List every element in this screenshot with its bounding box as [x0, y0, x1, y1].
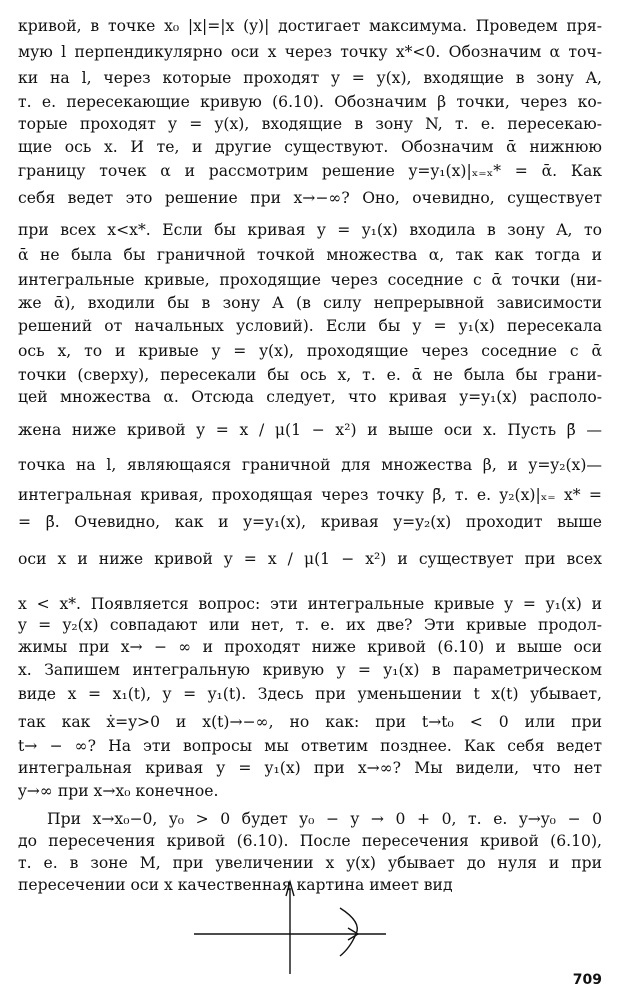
text-line: y→∞ при x→x₀ конечное. — [18, 782, 219, 800]
text-line: t→ − ∞? На эти вопросы мы ответим позднее. Как себя ведет — [18, 737, 602, 755]
text-line: точка на l, являющаяся граничной для множества β, и y=y₂(x)— — [18, 456, 602, 474]
text-line: При x→x₀−0, y₀ > 0 будет y₀ − y → 0 + 0, т. е. y→y₀ − 0 — [47, 810, 602, 828]
text-line: цей множества α. Отсюда следует, что кривая y=y₁(x) располо- — [18, 388, 602, 406]
text-line: интегральные кривые, проходящие через соседние с ᾱ точки (ни- — [18, 271, 602, 289]
text-line: ᾱ не была бы граничной точкой множества α, так как тогда и — [18, 246, 602, 264]
text-line: себя ведет это решение при x→−∞? Оно, очевидно, существует — [18, 189, 602, 207]
text-line: т. е. в зоне M, при увеличении x y(x) убывает до нуля и при — [18, 854, 602, 872]
text-line: же ᾱ), входили бы в зону A (в силу непрерывной зависимости — [18, 294, 602, 312]
page-number: 709 — [572, 972, 602, 988]
text-line: мую l перпендикулярно оси x через точку x*<0. Обозначим α точ- — [18, 43, 602, 61]
text-line: границу точек α и рассмотрим решение y=y₁(x)|ₓ₌ₓ* = ᾱ. Как — [18, 162, 602, 180]
text-line: щие ось x. И те, и другие существуют. Обозначим ᾱ нижнюю — [18, 138, 602, 156]
text-line: виде x = x₁(t), y = y₁(t). Здесь при уменьшении t x(t) убывает, — [18, 685, 602, 703]
text-line: интегральная кривая y = y₁(x) при x→∞? Мы видели, что нет — [18, 759, 602, 777]
phase-portrait-figure — [190, 876, 390, 986]
text-line: т. е. пересекающие кривую (6.10). Обозначим β точки, через ко- — [18, 93, 602, 111]
text-line: ки на l, через которые проходят y = y(x), входящие в зону A, — [18, 69, 602, 87]
text-line: жена ниже кривой y = x / μ(1 − x²) и выше оси x. Пусть β̄ — — [18, 421, 602, 439]
text-line: жимы при x→ − ∞ и проходят ниже кривой (6.10) и выше оси — [18, 638, 602, 656]
text-line: точки (сверху), пересекали бы ось x, т. е. ᾱ не была бы грани- — [18, 366, 602, 384]
text-line: ось x, то и кривые y = y(x), проходящие через соседние с ᾱ — [18, 342, 602, 360]
text-line: пересечении оси x качественная картина имеет вид — [18, 876, 453, 894]
text-line: y = y₂(x) совпадают или нет, т. е. их две? Эти кривые продол- — [18, 616, 602, 634]
text-line: решений от начальных условий). Если бы y = y₁(x) пересекала — [18, 317, 602, 335]
text-line: интегральная кривая, проходящая через точку β̄, т. е. y₂(x)|ₓ₌ x* = — [18, 486, 602, 504]
text-line: так как ẋ=y>0 и x(t)→−∞, но как: при t→t₀ < 0 или при — [18, 713, 602, 731]
text-line: x < x*. Появляется вопрос: эти интегральные кривые y = y₁(x) и — [18, 595, 602, 613]
text-line: оси x и ниже кривой y = x / μ(1 − x²) и существует при всех — [18, 550, 602, 568]
text-line: торые проходят y = y(x), входящие в зону N, т. е. пересекаю- — [18, 115, 602, 133]
text-line: до пересечения кривой (6.10). После пересечения кривой (6.10), — [18, 832, 602, 850]
text-line: x. Запишем интегральную кривую y = y₁(x) в параметрическом — [18, 661, 602, 679]
text-line: кривой, в точке x₀ |x|=|x (y)| достигает максимума. Проведем пря- — [18, 17, 602, 35]
text-line: = β̄. Очевидно, как и y=y₁(x), кривая y=y₂(x) проходит выше — [18, 513, 602, 531]
text-line: при всех x<x*. Если бы кривая y = y₁(x) входила в зону A, то — [18, 221, 602, 239]
